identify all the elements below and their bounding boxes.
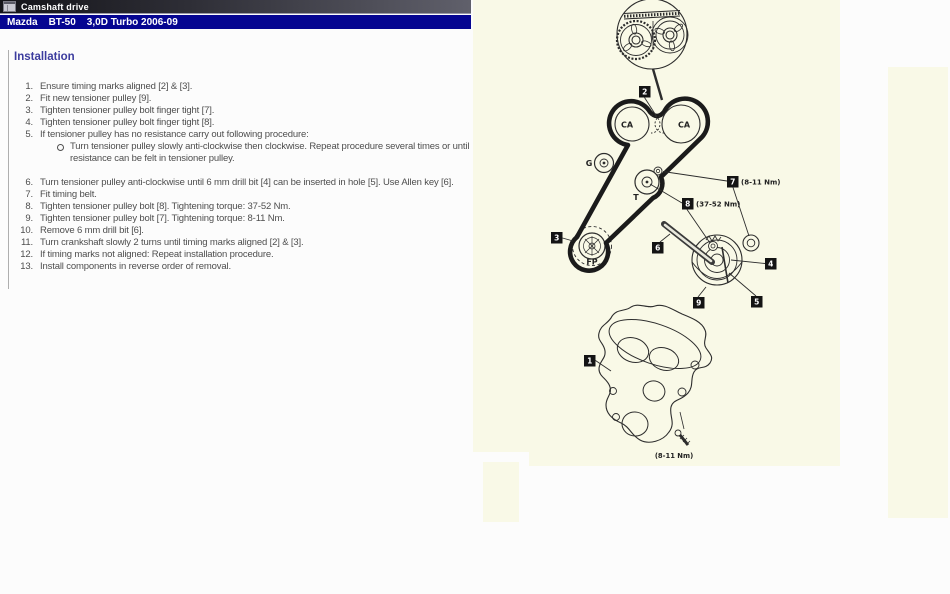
step-text: Fit new tensioner pulley [9]. <box>40 93 152 104</box>
callout-6: 6 <box>655 243 661 253</box>
vehicle-engine: 3,0D Turbo 2006-09 <box>86 16 178 28</box>
step-number: 6. <box>25 177 33 188</box>
step-text: Tighten tensioner pulley bolt [7]. Tightening torque: 8-11 Nm. <box>40 213 285 224</box>
step-number: 12. <box>20 249 33 260</box>
callout-4: 4 <box>768 259 774 269</box>
step-number: 10. <box>20 225 33 236</box>
callout-5: 5 <box>754 297 760 307</box>
step-number: 8. <box>25 201 33 212</box>
torque-label-bolt7: (8-11 Nm) <box>741 178 781 187</box>
step-text: Ensure timing marks aligned [2] & [3]. <box>40 81 193 92</box>
callout-8: 8 <box>685 199 691 209</box>
step-number: 7. <box>25 189 33 200</box>
step-text: Turn crankshaft slowly 2 turns until timing marks aligned [2] & [3]. <box>40 237 304 248</box>
step-text: Fit timing belt. <box>40 189 97 200</box>
step-text: If timing marks not aligned: Repeat installation procedure. <box>40 249 274 260</box>
callout-2: 2 <box>642 87 648 97</box>
vehicle-model: BT-50 <box>48 16 76 28</box>
step-text: Turn tensioner pulley anti-clockwise until 6 mm drill bit [4] can be inserted in hole [5]. Use Allen key [6]. <box>40 177 454 188</box>
step-number: 11. <box>20 237 33 248</box>
sub-step-text: Turn tensioner pulley slowly anti-clockwise then clockwise. Repeat procedure several times or until resistance can be felt in tensioner pulley. <box>70 141 470 164</box>
cam-left-label: CA <box>620 120 634 130</box>
step-number: 2. <box>25 93 33 104</box>
step-text: Tighten tensioner pulley bolt finger tight [8]. <box>40 117 215 128</box>
step-text: Install components in reverse order of removal. <box>40 261 231 272</box>
step-text: Tighten tensioner pulley bolt [8]. Tightening torque: 37-52 Nm. <box>40 201 291 212</box>
step-text: Remove 6 mm drill bit [6]. <box>40 225 144 236</box>
callout-1: 1 <box>587 356 593 366</box>
fuel-pump-label: FP <box>586 257 598 267</box>
tensioner-label: T <box>633 193 639 202</box>
step-number: 9. <box>25 213 33 224</box>
guide-pulley <box>595 154 614 173</box>
guide-pulley-label: G <box>585 159 593 168</box>
cam-right-label: CA <box>677 120 691 130</box>
step-number: 1. <box>25 81 33 92</box>
step-number: 13. <box>20 261 33 272</box>
step-number: 3. <box>25 105 33 116</box>
step-text: If tensioner pulley has no resistance carry out following procedure: <box>40 129 309 140</box>
section-heading: Installation <box>14 51 75 63</box>
callout-9: 9 <box>696 298 702 308</box>
torque-label-cover-bolt: (8-11 Nm) <box>654 452 694 460</box>
window-title: Camshaft drive <box>21 1 89 12</box>
torque-label-bolt8: (37-52 Nm) <box>696 200 741 209</box>
vehicle-make: Mazda <box>7 16 38 28</box>
callout-3: 3 <box>554 233 560 243</box>
callout-7: 7 <box>730 177 736 187</box>
step-text: Tighten tensioner pulley bolt finger tight [7]. <box>40 105 215 116</box>
step-number: 4. <box>25 117 33 128</box>
step-number: 5. <box>25 129 33 140</box>
